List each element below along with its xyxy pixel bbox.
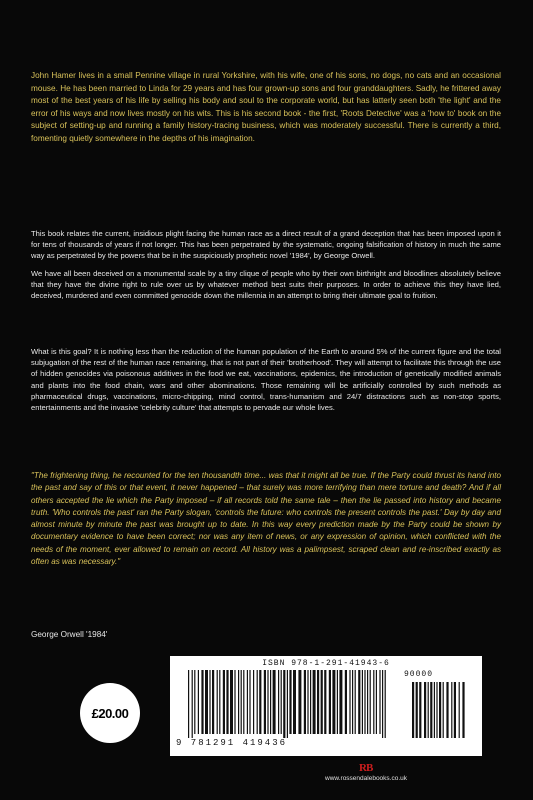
barcode-icon [182, 670, 472, 738]
quote-attribution: George Orwell '1984' [31, 630, 108, 639]
publisher-url: www.rossendalebooks.co.uk [325, 775, 408, 782]
addon-number: 90000 [404, 670, 434, 679]
orwell-quote: "The frightening thing, he recounted for the ten thousandth time... was that it might all be true. If the Party could thrust its hand into the past and say of this or that event, it never happened – that surely was more terrifying than mere torture and death? And if all others accepted the lie which the Party imposed – if all records told the same tale – then the lie passed into history and became truth. 'Who controls the past' ran the Party slogan, 'controls the future: who controls the present controls the past.' Day by day and almost minute by minute the past was brought up to date. In this way every prediction made by the Party could be shown by documentary evidence to have been correct; nor was any item of news, or any expression of opinion, which conflicted with the needs of the moment, ever allowed to remain on record. All history was a palimpsest, scraped clean and re-inscribed exactly as often as was necessary." [31, 471, 501, 567]
publisher-logo: RB [359, 762, 373, 774]
barcode-panel [170, 656, 482, 756]
price-label: £20.00 [91, 705, 129, 721]
ean-number: 9 781291 419436 [176, 738, 288, 748]
blurb-paragraph-1: This book relates the current, insidious plight facing the human race as a direct result of a grand deception that has been imposed upon it for tens of thousands of years if not longer. This has been perpetrated by the systematic, ongoing falsification of history in much the same way as perpetrated by the powers that be in the suspiciously prophetic novel '1984', by George Orwell. [31, 229, 501, 261]
blurb-paragraph-3: What is this goal? It is nothing less than the reduction of the human population of the Earth to around 5% of the current figure and the total subjugation of the rest of the human race remaining, that is not part of their 'brotherhood'. They will attempt to facilitate this through the use of hidden genocides via poisonous additives in the food we eat, vaccinations, epidemics, the introduction of genetically modified animals and plants into the food chain, wars and other abominations. Those remaining will be artificially controlled by such methods as pharmaceutical drugs, vaccinations, micro-chipping, mind control, trans-humanism and 24/7 distractions such as non-stop sports, entertainments and the invasive 'celebrity culture' that attempts to pervade our whole lives. [31, 347, 501, 413]
author-bio: John Hamer lives in a small Pennine village in rural Yorkshire, with his wife, one of his sons, no dogs, no cats and an occasional mouse. He has been married to Linda for 29 years and has four grown-up sons and four granddaughters. Sadly, he frittered away most of the best years of his life by selling his body and soul to the corporate world, but has latterly seen both 'the light' and the error of his ways and now lives mostly on his wits. This is his second book - the first, 'Roots Detective' was a 'how to' book on the subject of setting-up and running a family history-tracing business, which was moderately successful. There is currently a third, fomenting quietly somewhere in the depths of his imagination. [31, 71, 501, 143]
isbn-number: ISBN 978-1-291-41943-6 [262, 659, 390, 668]
price-sticker [80, 683, 140, 743]
blurb-paragraph-2: We have all been deceived on a monumental scale by a tiny clique of people who by their own birthright and bloodlines absolutely believe that they have the divine right to rule over us by whatever method best suits their purposes. In order to achieve this they have lied, deceived, murdered and even committed genocide down the millennia in an attempt to bring their ultimate goal to fruition. [31, 269, 501, 301]
